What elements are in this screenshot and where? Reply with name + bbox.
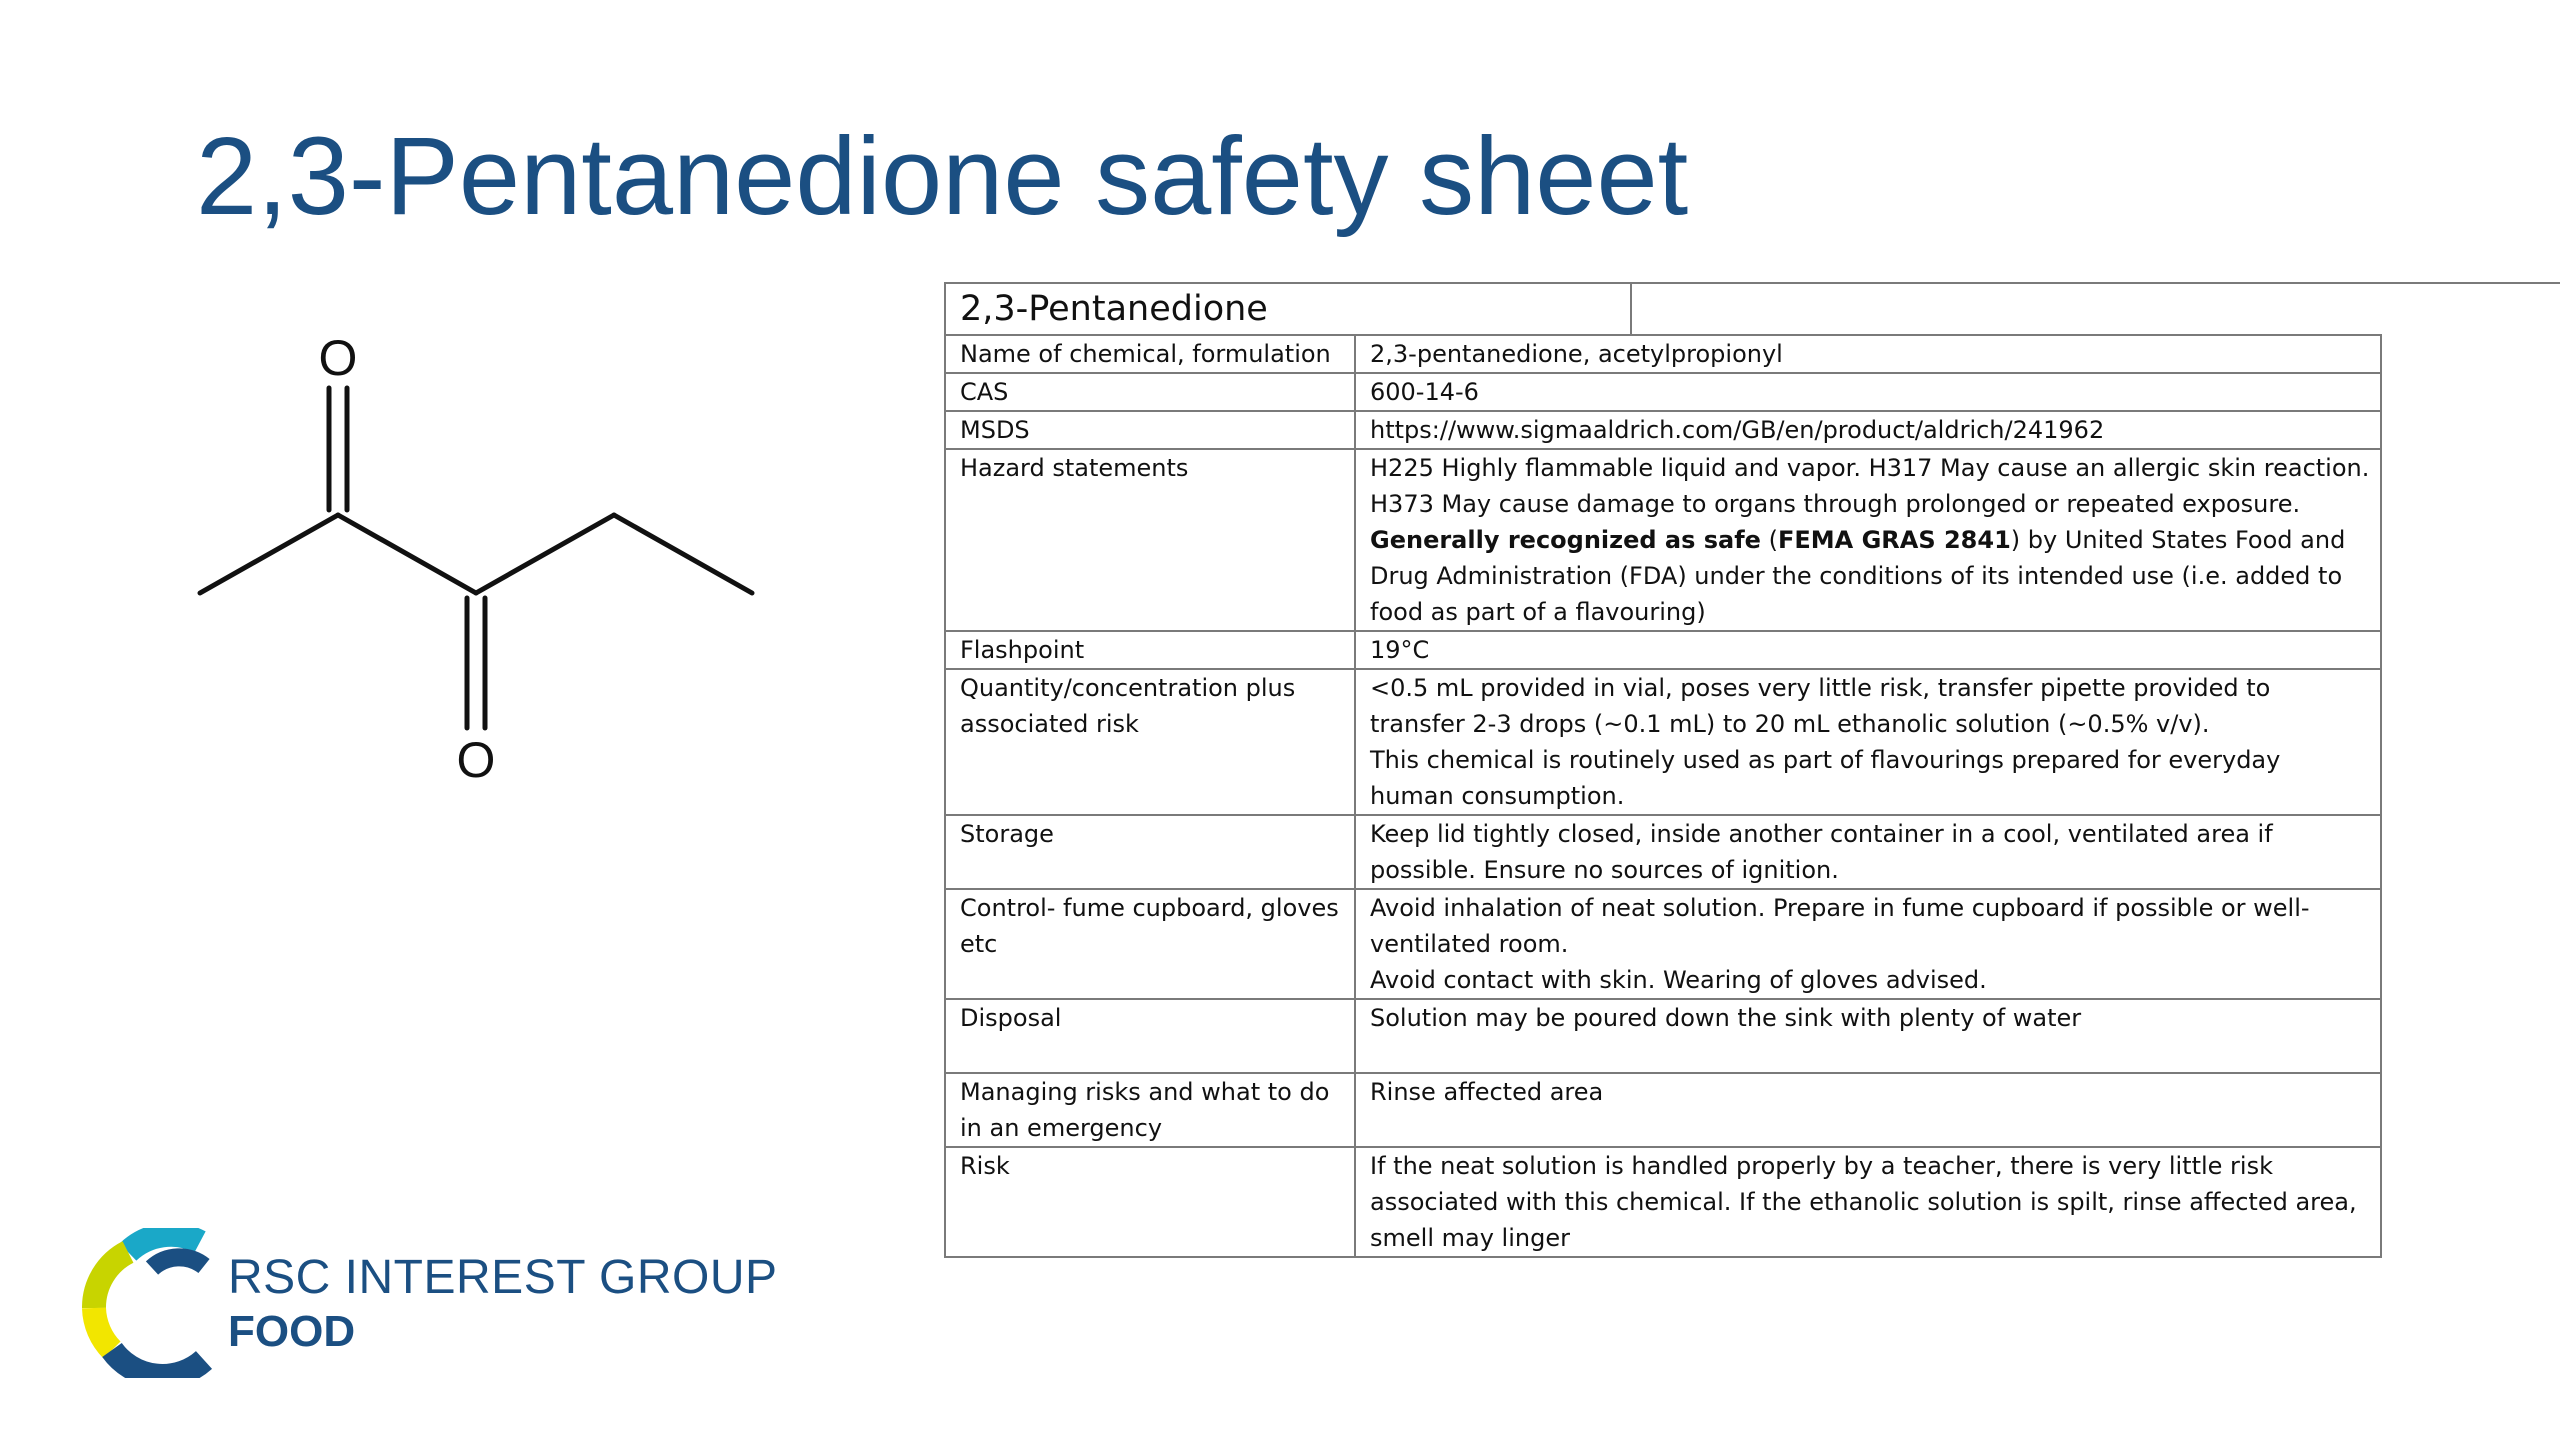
safety-table <box>944 334 2382 1258</box>
table-row <box>945 335 2381 373</box>
table-row <box>945 999 2381 1073</box>
row-label: Hazard statements <box>945 449 1355 631</box>
row-value: Solution may be poured down the sink with plenty of water <box>1355 999 2381 1073</box>
bond-c3-c4 <box>476 515 614 593</box>
row-value <box>1355 411 2381 449</box>
row-label: Quantity/concentration plus associated risk <box>945 669 1355 815</box>
row-label: Risk <box>945 1147 1355 1257</box>
chemical-name-heading: 2,3-Pentanedione <box>946 284 1632 334</box>
row-label: Disposal <box>945 999 1355 1073</box>
table-row <box>945 1073 2381 1147</box>
table-row <box>945 449 2381 631</box>
table-row <box>945 889 2381 999</box>
row-value: 600-14-6 <box>1355 373 2381 411</box>
row-value: <0.5 mL provided in vial, poses very little risk, transfer pipette provided to transfer 2-3 drops (~0.1 mL) to 20 mL ethanolic solution (~0.5% v/v). This chemical is routinely used as part of flavourings prepared for everyday human consumption. <box>1355 669 2381 815</box>
row-value: H225 Highly flammable liquid and vapor. H317 May cause an allergic skin reaction. H373 May cause damage to organs through prolonged or repeated exposure. Generally recognized as safe (FEMA GRAS 2841) by United States Food and Drug Administration (FDA) under the conditions of its intended use (i.e. added to food as part of a flavouring) <box>1355 449 2381 631</box>
table-row <box>945 815 2381 889</box>
oxygen-bottom-label: O <box>456 732 496 788</box>
bond-c2-c3 <box>338 515 476 593</box>
row-label: Name of chemical, formulation <box>945 335 1355 373</box>
row-label: Flashpoint <box>945 631 1355 669</box>
rsc-logo-text <box>228 1252 778 1360</box>
table-row <box>945 373 2381 411</box>
bond-c1-c2 <box>200 515 338 593</box>
row-label: Control- fume cupboard, gloves etc <box>945 889 1355 999</box>
table-row <box>945 631 2381 669</box>
row-label: MSDS <box>945 411 1355 449</box>
table-row <box>945 1147 2381 1257</box>
bond-c4-c5 <box>614 515 752 593</box>
row-value: Avoid inhalation of neat solution. Prepare in fume cupboard if possible or well-ventilated room. Avoid contact with skin. Wearing of gloves advised. <box>1355 889 2381 999</box>
table-row <box>945 411 2381 449</box>
row-value: 19°C <box>1355 631 2381 669</box>
row-value: 2,3-pentanedione, acetylpropionyl <box>1355 335 2381 373</box>
sheet-header <box>944 282 2560 334</box>
msds-link[interactable]: https://www.sigmaaldrich.com/GB/en/product/aldrich/241962 <box>1370 416 2105 444</box>
table-row <box>945 669 2381 815</box>
row-value: Rinse affected area <box>1355 1073 2381 1147</box>
logo-line-interest-group: RSC INTEREST GROUP <box>228 1251 778 1304</box>
row-value: If the neat solution is handled properly by a teacher, there is very little risk associated with this chemical. If the ethanolic solution is spilt, rinse affected area, smell may linger <box>1355 1147 2381 1257</box>
row-label: CAS <box>945 373 1355 411</box>
row-label: Managing risks and what to do in an emergency <box>945 1073 1355 1147</box>
oxygen-top-label: O <box>318 330 358 386</box>
row-value: Keep lid tightly closed, inside another container in a cool, ventilated area if possible. Ensure no sources of ignition. <box>1355 815 2381 889</box>
safety-sheet <box>944 282 2560 1258</box>
row-label: Storage <box>945 815 1355 889</box>
slide-title: 2,3-Pentanedione safety sheet <box>196 115 1689 238</box>
gras-statement: Generally recognized as safe (FEMA GRAS 2841) by United States Food and Drug Administration (FDA) under the conditions of its intended use (i.e. added to food as part of a flavouring) <box>1370 526 2346 626</box>
logo-line-food: FOOD <box>228 1307 356 1356</box>
molecule-structure <box>180 310 780 810</box>
